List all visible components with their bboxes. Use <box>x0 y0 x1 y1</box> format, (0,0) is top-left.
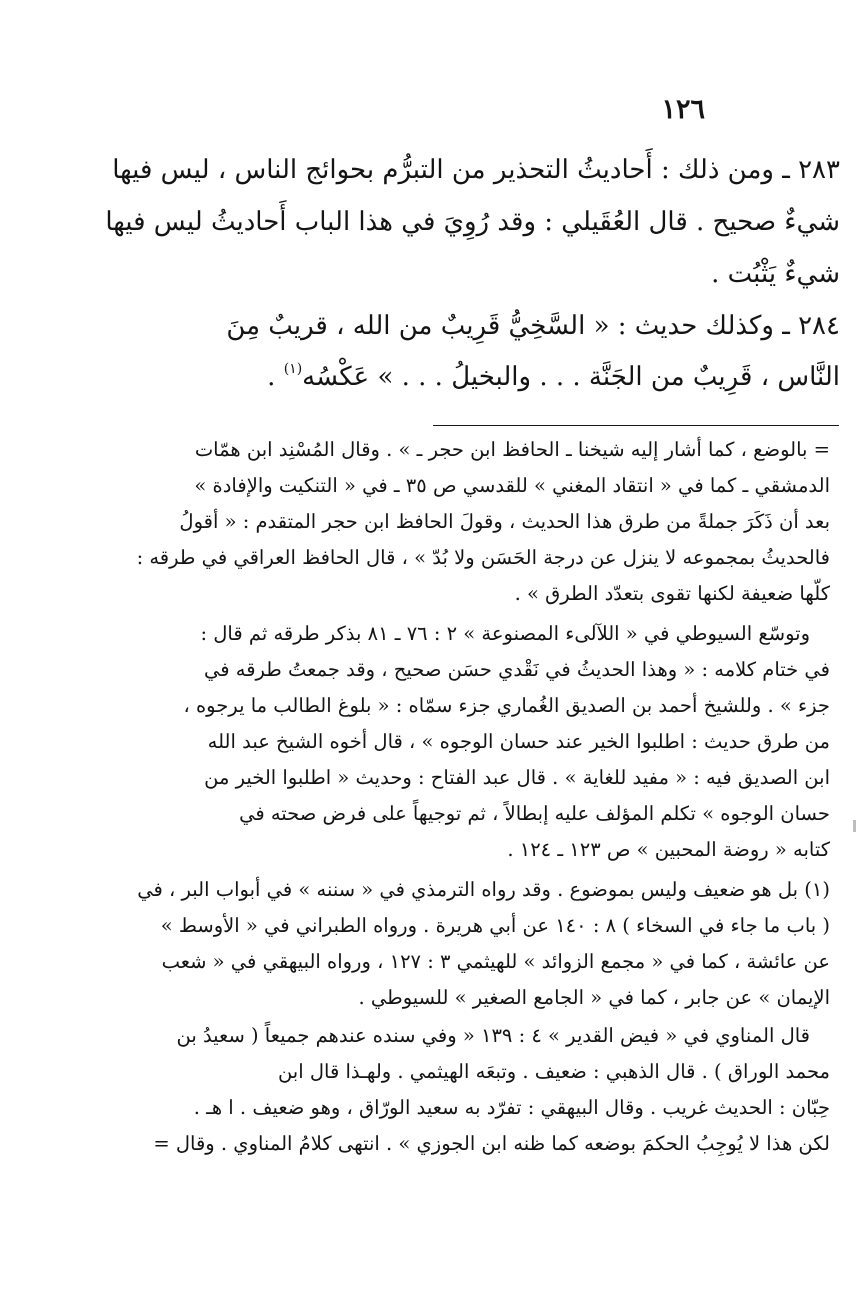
footnote-line: الدمشقي ـ كما في « انتقاد المغني » للقدسي ص ٣٥ ـ في « التنكيت والإفادة » <box>194 474 830 497</box>
entry-283-line: شيءٌ صحيح . قال العُقَيلي : وقد رُوِيَ في هذا الباب أَحاديثُ ليس فيها <box>105 207 840 237</box>
footnote-line: فالحديثُ بمجموعه لا ينزل عن درجة الحَسَن ولا بُدّ » ، قال الحافظ العراقي في طرقه : <box>136 546 830 569</box>
footnote-line: الإيمان » عن جابر ، كما في « الجامع الصغير » للسيوطي . <box>358 986 830 1009</box>
footnote-line: عن عائشة ، كما في « مجمع الزوائد » للهيثمي ٣ : ١٢٧ ، ورواه البيهقي في « شعب <box>161 950 830 973</box>
scan-mark <box>853 820 856 832</box>
footnote-line: = بالوضع ، كما أشار إليه شيخنا ـ الحافظ ابن حجر ـ » . وقال المُسْنِد ابن همّات <box>194 438 830 461</box>
footnote-line: كتابه « روضة المحبين » ص ١٢٣ ـ ١٢٤ . <box>507 838 830 861</box>
footnote-1-text: بل هو ضعيف وليس بموضوع . وقد رواه الترمذي في « سننه » في أبواب البر ، في <box>137 878 799 901</box>
footnote-line: وتوسّع السيوطي في « اللآلىء المصنوعة » ٢ : ٧٦ ـ ٨١ بذكر طرقه ثم قال : <box>200 622 810 645</box>
footnote-line: محمد الوراق ) . قال الذهبي : ضعيف . وتبعَه الهيثمي . ولهـذا قال ابن <box>277 1060 830 1083</box>
footnote-line: لكن هذا لا يُوجِبُ الحكمَ بوضعه كما ظنه ابن الجوزي » . انتهى كلامُ المناوي . وقال = <box>153 1132 830 1155</box>
footnote-reference: (١) <box>283 361 303 377</box>
footnote-line: قال المناوي في « فيض القدير » ٤ : ١٣٩ « وفي سنده عندهم جميعاً ( سعيدُ بن <box>176 1024 810 1047</box>
page-number: ١٢٦ <box>661 94 705 125</box>
footnote-line: في ختام كلامه : « وهذا الحديثُ في نَقْدي حسَن صحيح ، وقد جمعتُ طرقه في <box>204 658 830 681</box>
entry-284-line: ٢٨٤ ـ وكذلك حديث : « السَّخِيُّ قَرِيبٌ من الله ، قريبٌ مِنَ <box>226 311 840 341</box>
entry-283-line: ٢٨٣ ـ ومن ذلك : أَحاديثُ التحذير من التبرُّم بحوائج الناس ، ليس فيها <box>112 155 840 185</box>
entry-284-line-2 <box>40 361 840 392</box>
footnote-1-marker: (١) <box>804 878 830 901</box>
footnote-separator <box>433 425 839 426</box>
entry-283-line: شيءٌ يَثْبُت . <box>711 259 840 289</box>
footnote-line: من طرق حديث : اطلبوا الخير عند حسان الوجوه » ، قال أخوه الشيخ عبد الله <box>207 730 830 753</box>
footnote-1-first-line <box>50 878 830 901</box>
footnote-line: ابن الصديق فيه : « مفيد للغاية » . قال عبد الفتاح : وحديث « اطلبوا الخير من <box>204 766 830 789</box>
footnote-line: كلّها ضعيفة لكنها تقوى بتعدّد الطرق » . <box>514 582 830 605</box>
entry-284-line-text: النَّاس ، قَرِيبٌ من الجَنَّة . . . والبخيلُ . . . » عَكْسُه <box>302 362 840 392</box>
entry-284-line-end: . <box>267 362 284 392</box>
footnote-line: بعد أن ذَكَرَ جملةً من طرق هذا الحديث ، وقولَ الحافظ ابن حجر المتقدم : « أقولُ <box>179 510 830 533</box>
footnote-line: حسان الوجوه » تكلم المؤلف عليه إبطالاً ، ثم توجيهاً على فرض صحته في <box>239 802 830 825</box>
footnote-line: ( باب ما جاء في السخاء ) ٨ : ١٤٠ عن أبي هريرة . ورواه الطبراني في « الأوسط » <box>160 914 830 937</box>
footnote-line: حِبّان : الحديث غريب . وقال البيهقي : تفرّد به سعيد الورّاق ، وهو ضعيف . ا هـ . <box>193 1096 830 1119</box>
footnote-line: جزء » . وللشيخ أحمد بن الصديق الغُماري جزء سمّاه : « بلوغ الطالب ما يرجوه ، <box>183 694 830 717</box>
